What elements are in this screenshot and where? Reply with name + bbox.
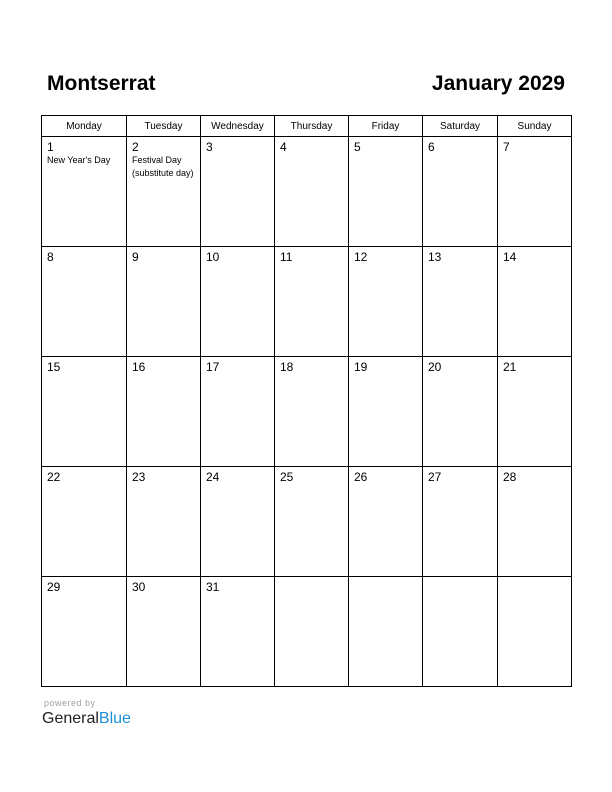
day-cell [42, 357, 127, 467]
holiday-label: New Year's Day [47, 155, 111, 165]
day-cell [349, 247, 423, 357]
day-cell [275, 137, 349, 247]
day-number: 17 [206, 360, 220, 374]
day-number: 28 [503, 470, 517, 484]
day-cell [275, 577, 349, 687]
weekday-header: Friday [349, 116, 423, 137]
country-title: Montserrat [47, 72, 156, 95]
day-number: 31 [206, 580, 220, 594]
week-row [42, 247, 572, 357]
day-number: 16 [132, 360, 146, 374]
day-cell [127, 357, 201, 467]
day-number: 11 [280, 250, 293, 264]
week-row [42, 357, 572, 467]
brand-logo-part2: Blue [98, 710, 131, 727]
day-number: 1 [47, 140, 54, 154]
day-number [275, 577, 348, 580]
day-number: 26 [354, 470, 368, 484]
day-number [423, 577, 497, 580]
day-number: 25 [280, 470, 294, 484]
week-row [42, 577, 572, 687]
day-cell [127, 467, 201, 577]
day-number: 24 [206, 470, 220, 484]
week-row [42, 137, 572, 247]
day-number: 18 [280, 360, 294, 374]
day-number [498, 577, 571, 580]
day-number: 9 [132, 250, 139, 264]
day-cell [349, 577, 423, 687]
weekday-header: Monday [42, 116, 127, 137]
day-number: 15 [47, 360, 61, 374]
day-cell [201, 467, 275, 577]
holiday-label: Festival Day (substitute day) [132, 155, 194, 178]
day-cell [201, 247, 275, 357]
calendar-grid [41, 115, 572, 687]
day-cell [423, 247, 498, 357]
day-cell [42, 577, 127, 687]
day-cell [498, 247, 572, 357]
day-cell [498, 467, 572, 577]
day-number: 5 [354, 140, 361, 154]
weekday-header: Saturday [423, 116, 498, 137]
day-number: 19 [354, 360, 368, 374]
day-number: 20 [428, 360, 442, 374]
day-cell [201, 357, 275, 467]
day-number: 21 [503, 360, 517, 374]
day-cell [127, 577, 201, 687]
day-cell [127, 137, 201, 247]
day-cell [42, 467, 127, 577]
day-cell [201, 137, 275, 247]
day-number: 22 [47, 470, 61, 484]
day-number: 4 [280, 140, 287, 154]
day-number: 2 [132, 140, 139, 154]
day-number: 7 [503, 140, 510, 154]
brand-logo[interactable] [42, 709, 131, 729]
weekday-header: Wednesday [201, 116, 275, 137]
day-cell [423, 467, 498, 577]
day-cell [349, 137, 423, 247]
day-number: 27 [428, 470, 442, 484]
day-number: 12 [354, 250, 368, 264]
day-number: 23 [132, 470, 146, 484]
day-cell [498, 137, 572, 247]
day-cell [275, 357, 349, 467]
weekday-header: Tuesday [127, 116, 201, 137]
day-number: 13 [428, 250, 442, 264]
week-row [42, 467, 572, 577]
day-cell [127, 247, 201, 357]
day-number: 10 [206, 250, 220, 264]
powered-by-label: powered by [44, 698, 96, 708]
weekday-header: Thursday [275, 116, 349, 137]
day-cell [42, 247, 127, 357]
day-number: 30 [132, 580, 146, 594]
day-number: 8 [47, 250, 54, 264]
day-cell [349, 357, 423, 467]
day-cell [498, 357, 572, 467]
day-cell [498, 577, 572, 687]
day-cell [42, 137, 127, 247]
weekday-header-row [42, 116, 572, 137]
day-cell [349, 467, 423, 577]
day-cell [423, 577, 498, 687]
day-cell [201, 577, 275, 687]
day-number: 14 [503, 250, 517, 264]
brand-logo-part1: General [42, 710, 99, 727]
day-number: 29 [47, 580, 61, 594]
day-cell [423, 357, 498, 467]
day-cell [423, 137, 498, 247]
day-number: 3 [206, 140, 213, 154]
day-number [349, 577, 422, 580]
day-cell [275, 467, 349, 577]
month-year-title: January 2029 [431, 72, 565, 95]
day-cell [275, 247, 349, 357]
day-number: 6 [428, 140, 435, 154]
weekday-header: Sunday [498, 116, 572, 137]
